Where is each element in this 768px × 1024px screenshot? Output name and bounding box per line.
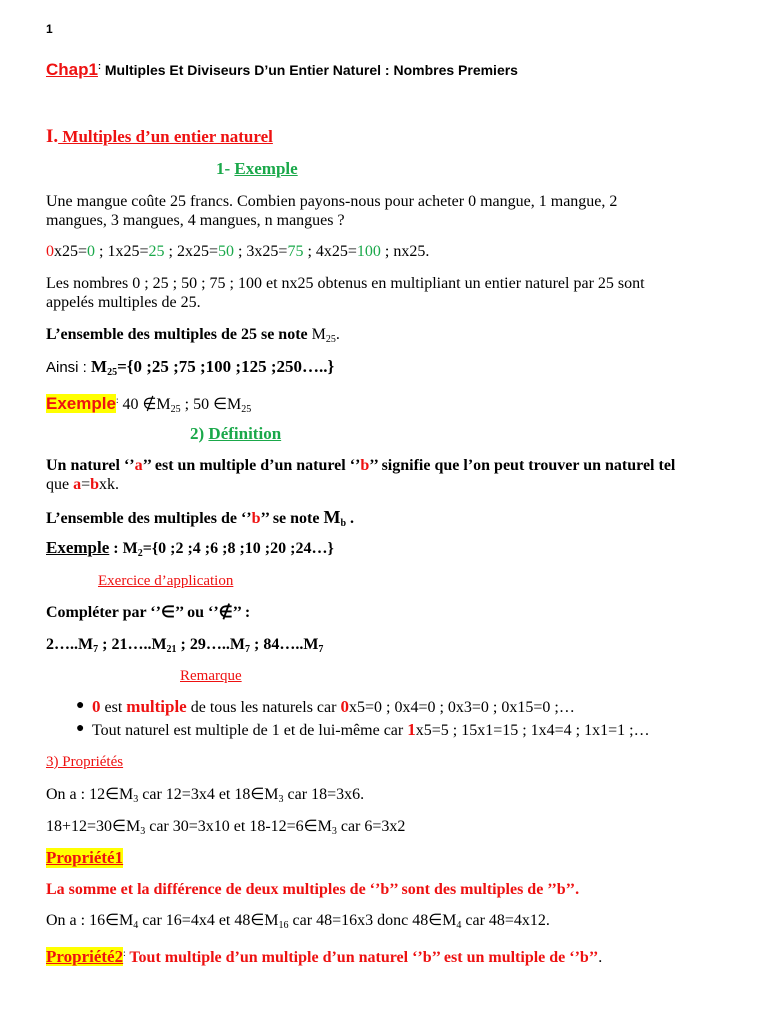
prop-sub: 16	[278, 920, 289, 931]
property-2-label: Propriété2	[46, 947, 124, 966]
example-text: : M	[109, 540, 138, 557]
ainsi-line	[46, 357, 334, 378]
prop-text: car 16=4x4 et 48∈M	[138, 912, 279, 929]
exercise-blanks	[46, 635, 323, 655]
prop-sub: 4	[133, 920, 139, 931]
definition-line-2	[46, 475, 119, 495]
products-line	[46, 242, 429, 262]
problem-line-1: Une mangue coûte 25 francs. Combien payons-nous pour acheter 0 mangue, 1 mangue, 2	[46, 193, 618, 210]
bullet-dot: ●	[76, 721, 85, 736]
example-sub: 25	[241, 404, 252, 415]
product-text: x25=	[54, 243, 88, 260]
property-example-1	[46, 785, 364, 805]
bullet-text: x5=0 ; 0x4=0 ; 0x3=0 ; 0x15=0 ;…	[348, 699, 575, 716]
product-text: ; 1x25=	[95, 243, 149, 260]
blank-sub: 7	[93, 644, 99, 655]
mb-note-end: .	[346, 510, 355, 527]
example-line-1	[46, 390, 251, 415]
mb-note-text: ’’ se note	[260, 510, 324, 527]
example-text: ={0 ;2 ;4 ;6 ;8 ;10 ;20 ;24…}	[142, 540, 334, 557]
definition-line-1	[46, 456, 675, 476]
bullet-text: de tous les naturels car	[186, 699, 341, 716]
bullet-zero-multiple	[92, 697, 575, 718]
mb-note-text: L’ensemble des multiples de ‘’	[46, 510, 252, 527]
product-result: 0	[87, 243, 96, 260]
subheading-title: Définition	[208, 424, 282, 443]
set-note-text: L’ensemble des multiples de 25 se note	[46, 326, 312, 343]
definition-b: b	[90, 476, 100, 493]
blank-item: 2…..M	[46, 636, 94, 653]
blank-sub: 7	[318, 644, 324, 655]
blank-sub: 7	[244, 644, 250, 655]
ainsi-set: ={0 ;25 ;75 ;100 ;125 ;250…..}	[117, 357, 335, 376]
page-number: 1	[46, 22, 53, 36]
ainsi-sub: 25	[107, 367, 118, 378]
definition-a: a	[73, 476, 82, 493]
bullet-dot: ●	[76, 698, 85, 713]
bullet-zero: 0	[92, 697, 101, 716]
mb-note	[46, 507, 354, 529]
product-result: 100	[356, 243, 381, 260]
prop-text: car 48=4x12.	[461, 912, 550, 929]
property-2-statement: Tout multiple d’un multiple d’un naturel ‘’b’’ est un multiple de ‘’b’’	[125, 949, 599, 966]
example-sep: :	[115, 395, 119, 405]
prop-text: car 48=16x3 donc 48∈M	[288, 912, 457, 929]
example-sub: 2	[137, 548, 143, 559]
product-text: ; nx25.	[380, 243, 430, 260]
section-title: Multiples d’un entier naturel	[58, 127, 273, 146]
product-text: ; 3x25=	[233, 243, 288, 260]
example-line-2	[46, 538, 334, 559]
property-2-end: .	[598, 949, 603, 966]
prop-sub: 3	[133, 794, 139, 805]
bullet-multiple: multiple	[126, 697, 187, 716]
prop-text: On a : 12∈M	[46, 786, 134, 803]
blank-item: ; 29…..M	[176, 636, 245, 653]
exercise-heading: Exercice d’application	[98, 573, 234, 589]
blank-sub: 21	[166, 644, 177, 655]
example-sub: 25	[170, 404, 181, 415]
numbers-line-1: Les nombres 0 ; 25 ; 50 ; 75 ; 100 et nx25 obtenus en multipliant un entier naturel par 25 sont	[46, 275, 645, 292]
prop-text: car 12=3x4 et 18∈M	[138, 786, 279, 803]
mb-note-sub: b	[340, 518, 347, 529]
subheading-proprietes: 3) Propriétés	[46, 754, 124, 770]
example-label: Exemple	[46, 394, 116, 413]
definition-text: ’’ est un multiple d’un naturel ‘’	[142, 457, 361, 474]
blank-item: ; 84…..M	[249, 636, 319, 653]
chapter-title	[46, 56, 518, 80]
blank-item: ; 21…..M	[98, 636, 167, 653]
remark-heading: Remarque	[180, 668, 242, 684]
property-1-example	[46, 911, 550, 931]
prop-sub: 4	[456, 920, 462, 931]
definition-text: ’’ signifie que l’on peut trouver un naturel tel	[369, 457, 676, 474]
property-example-2	[46, 817, 405, 837]
subheading-title: Exemple	[234, 159, 298, 178]
bullet-text: Tout naturel est multiple de 1 et de lui-même car	[92, 722, 408, 739]
prop-text: 18+12=30∈M	[46, 818, 141, 835]
example-text: ; 50 ∈M	[180, 396, 242, 413]
example-label: Exemple	[46, 538, 110, 557]
set-note	[46, 325, 340, 345]
ainsi-m: M	[91, 357, 108, 376]
chapter-label: Chap1	[46, 60, 98, 79]
set-note-sub: 25	[325, 334, 336, 345]
product-result: 25	[148, 243, 165, 260]
subheading-number: 2)	[190, 424, 209, 443]
prop-sub: 3	[331, 826, 337, 837]
property-1-statement: La somme et la différence de deux multiples de ‘’b’’ sont des multiples de ’’b’’.	[46, 881, 580, 898]
subheading-number: 1-	[216, 159, 235, 178]
bullet-text: est	[100, 699, 127, 716]
bullet-text: x5=5 ; 15x1=15 ; 1x4=4 ; 1x1=1 ;…	[415, 722, 650, 739]
example-text: 40 ∉M	[118, 396, 171, 413]
definition-text: que	[46, 476, 74, 493]
ainsi-lead: Ainsi :	[46, 359, 92, 376]
definition-eq: =	[81, 476, 91, 493]
chapter-title-text: Multiples Et Diviseurs D’un Entier Naturel : Nombres Premiers	[100, 62, 518, 78]
section-heading	[46, 127, 273, 147]
problem-line-2: mangues, 3 mangues, 4 mangues, n mangues ?	[46, 212, 345, 229]
complete-instruction: Compléter par ‘’∈’’ ou ‘’∉’’ :	[46, 604, 251, 621]
property-2-sep: :	[123, 948, 126, 958]
definition-text: xk.	[99, 476, 120, 493]
product-zero: 0	[46, 243, 54, 260]
chapter-sep: :	[97, 61, 101, 71]
property-1-label: Propriété1	[46, 848, 124, 867]
prop-text: car 30=3x10 et 18-12=6∈M	[145, 818, 332, 835]
mb-note-b: b	[251, 510, 261, 527]
property-2	[46, 943, 602, 968]
product-text: ; 4x25=	[303, 243, 357, 260]
section-number: I.	[46, 126, 59, 147]
product-result: 75	[287, 243, 304, 260]
product-result: 50	[217, 243, 234, 260]
definition-b: b	[360, 457, 370, 474]
prop-sub: 3	[140, 826, 146, 837]
prop-text: car 18=3x6.	[283, 786, 365, 803]
bullet-zero: 0	[340, 697, 349, 716]
bullet-one: 1	[407, 720, 416, 739]
prop-text: car 6=3x2	[336, 818, 406, 835]
set-note-m: M	[311, 326, 326, 343]
numbers-line-2: appelés multiples de 25.	[46, 294, 201, 311]
subheading-definition	[190, 424, 281, 444]
definition-text: Un naturel ‘’	[46, 457, 135, 474]
subheading-exemple	[216, 159, 298, 179]
set-note-end: .	[335, 326, 340, 343]
definition-a: a	[134, 457, 143, 474]
prop-sub: 3	[278, 794, 284, 805]
bullet-natural-multiple	[92, 720, 650, 741]
mb-note-m: M	[323, 507, 341, 527]
product-text: ; 2x25=	[164, 243, 218, 260]
prop-text: On a : 16∈M	[46, 912, 134, 929]
